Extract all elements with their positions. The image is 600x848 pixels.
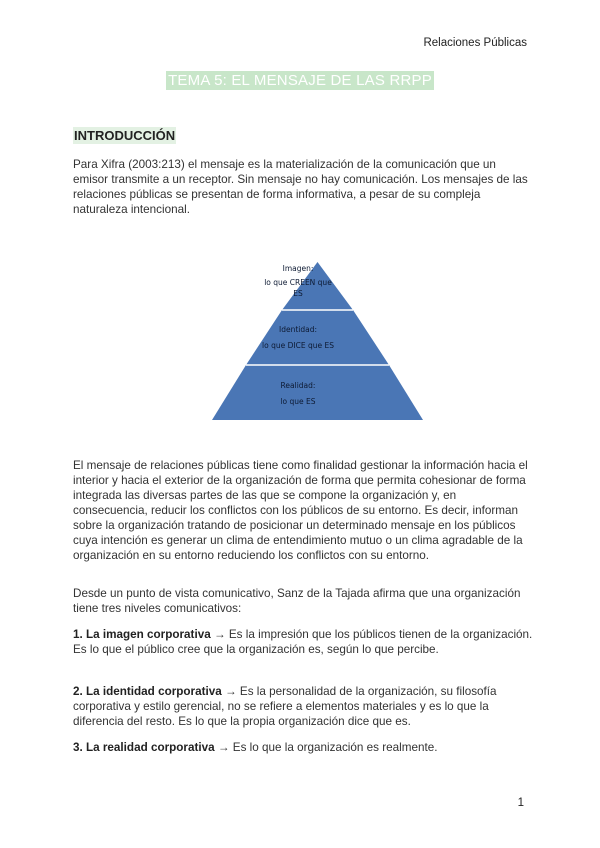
section-heading: INTRODUCCIÓN: [74, 128, 176, 143]
pyramid-level-identidad: [246, 310, 389, 365]
pyramid-realidad-title: Realidad:: [280, 381, 316, 390]
pyramid-level-realidad: [212, 365, 423, 420]
pyramid-imagen-title: Imagen:: [282, 264, 314, 273]
item-text: → Es la impresión que los públicos tienen de la organización. Es lo que el público cree que la organización es, según lo que percibe.: [73, 628, 533, 656]
pyramid-identidad-desc: lo que DICE que ES: [262, 341, 334, 350]
communication-levels-pyramid: [212, 262, 423, 420]
pyramid-realidad-desc: lo que ES: [280, 397, 316, 406]
intro-paragraph: Para Xifra (2003:213) el mensaje es la materialización de la comunicación que un emisor transmite a un receptor. Sin mensaje no hay comunicación. Los mensajes de las relaciones públicas se presentan de forma informativa, a pesar de su compleja naturaleza intencional.: [73, 158, 528, 216]
pyramid-imagen-desc2: ES: [293, 289, 303, 298]
item-label: 3. La realidad corporativa: [73, 741, 215, 754]
purpose-paragraph: El mensaje de relaciones públicas tiene como finalidad gestionar la información hacia el interior y hacia el exterior de la organización de forma que permita cohesionar de forma integrada las diversas partes de las que se compone la organización y, en consecuencia, reducir los conflictos con los públicos de su entorno. Es decir, informan sobre la organización tratando de posicionar un determinado mensaje en los públicos cuya intención es generar un clima de entendimiento mutuo o un clima agradable de la organización en su entorno reduciendo los conflictos con su entorno.: [73, 459, 528, 562]
item-identidad-corporativa: [73, 684, 533, 729]
item-text: → Es la personalidad de la organización, su filosofía corporativa y estilo gerencial, no se refiere a elementos materiales y es lo que la diferencia del resto. Es lo que la propia organización dice que es.: [73, 685, 497, 728]
running-header: Relaciones Públicas: [423, 37, 527, 49]
page-number: 1: [517, 797, 524, 809]
item-label: 2. La identidad corporativa: [73, 685, 222, 698]
item-imagen-corporativa: [73, 627, 533, 657]
item-realidad-corporativa: [73, 740, 533, 755]
item-text: → Es lo que la organización es realmente.: [214, 741, 438, 754]
levels-intro-paragraph: Desde un punto de vista comunicativo, Sanz de la Tajada afirma que una organización tiene tres niveles comunicativos:: [73, 587, 521, 615]
pyramid-imagen-desc: lo que CREEN que: [264, 278, 332, 287]
item-label: 1. La imagen corporativa: [73, 628, 211, 641]
pyramid-identidad-title: Identidad:: [278, 325, 318, 334]
document-title: TEMA 5: EL MENSAJE DE LAS RRPP: [168, 72, 432, 89]
